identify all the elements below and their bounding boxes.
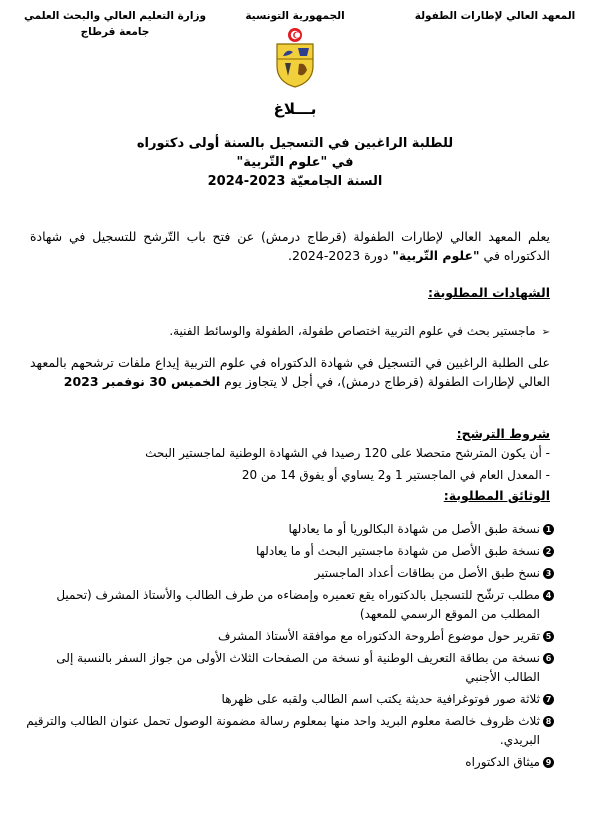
document-text: مطلب ترشّح للتسجيل بالدكتوراه يقع تعميره وإمضاءه من طرف الطالب والأستاذ المشرف (تحميل المطلب من الموقع الرسمي للمعهد) [56,588,540,621]
arrow-bullet-icon: ➢ [541,327,550,338]
document-text: نسخة من بطاقة التعريف الوطنية أو نسخة من الصفحات الثلاث الأولى من جواز السفر بالنسبة إلى الطالب الأجنبي [56,651,540,684]
document-text: ثلاث ظروف خالصة معلوم البريد واحد منها بمعلوم رسالة مضمونة الوصول تحمل عنوان الطالب والترقيم البريدي. [26,714,540,747]
number-badge-icon: 7 [543,694,554,705]
list-item [24,627,554,646]
title-line-1: للطلبة الراغبين في التسجيل بالسنة أولى دكتوراه [136,136,454,151]
document-text: ميثاق الدكتوراه [465,755,540,769]
number-badge-icon: 6 [543,653,554,664]
ministry-block [20,8,210,40]
list-item [24,753,554,772]
number-badge-icon: 1 [543,524,554,535]
intro-paragraph [30,227,550,265]
intro-text: يعلم المعهد العالي لإطارات الطفولة (قرطاج درمش) عن فتح باب التّرشح للتسجيل في شهادة الدكتوراه في [30,229,550,263]
application-paragraph [30,353,550,391]
announcement-titles [0,134,590,191]
title-line-3: السنة الجامعيّة 2023-2024 [207,174,383,189]
certificates-title: الشهادات المطلوبة: [427,285,550,300]
number-badge-icon: 5 [543,631,554,642]
list-item [24,690,554,709]
application-deadline: الخميس 30 نوفمبر 2023 [63,374,221,389]
list-item [24,649,554,687]
documents-title: الوثائق المطلوبة: [443,488,550,503]
list-item [24,520,554,539]
certificate-text: ماجستير بحث في علوم التربية اختصاص طفولة، الطفولة والوسائط الفنية. [169,324,536,338]
document-text: نسخة طبق الأصل من شهادة البكالوريا أو ما يعادلها [288,522,540,536]
number-badge-icon: 9 [543,757,554,768]
documents-list [24,520,554,775]
ministry-name: وزارة التعليم العالي والبحث العلمي [23,10,207,22]
document-text: ثلاثة صور فوتوغرافية حديثة يكتب اسم الطالب ولقبه على ظهرها [221,692,540,706]
list-item [24,712,554,750]
number-badge-icon: 3 [543,568,554,579]
number-badge-icon: 2 [543,546,554,557]
announcement-heading: بـــلاغ [273,100,317,118]
document-text: نسخ طبق الأصل من بطاقات أعداد الماجستير [314,566,540,580]
list-item [24,586,554,624]
republic-name: الجمهورية التونسية [245,10,345,22]
list-item [24,542,554,561]
list-item [24,564,554,583]
intro-field: "علوم التّربية" [392,248,480,263]
number-badge-icon: 4 [543,590,554,601]
condition-item-2: - المعدل العام في الماجستير 1 و2 يساوي أو يفوق 14 من 20 [241,468,550,482]
number-badge-icon: 8 [543,716,554,727]
university-name: جامعة قرطاج [80,26,150,38]
document-text: تقرير حول موضوع أطروحة الدكتوراه مع موافقة الأستاذ المشرف [218,629,540,643]
coat-of-arms-icon [265,26,325,88]
institute-name: المعهد العالي لإطارات الطفولة [414,10,576,22]
application-text: على الطلبة الراغبين في التسجيل في شهادة الدكتوراه في علوم التربية إيداع ملفات ترشحهم بالمعهد العالي لإطارات الطفولة (قرطاج درمش)، في أجل لا يتجاوز يوم [30,355,550,389]
certificate-item [30,322,550,342]
intro-session: دورة 2023-2024. [288,248,393,263]
title-line-2: في "علوم التّربية" [236,155,354,170]
document-text: نسخة طبق الأصل من شهادة ماجستير البحث أو ما يعادلها [255,544,540,558]
condition-item-1: - أن يكون المترشح متحصلا على 120 رصيدا في الشهادة الوطنية لماجستير البحث [145,446,550,460]
conditions-title: شروط الترشح: [456,426,550,441]
